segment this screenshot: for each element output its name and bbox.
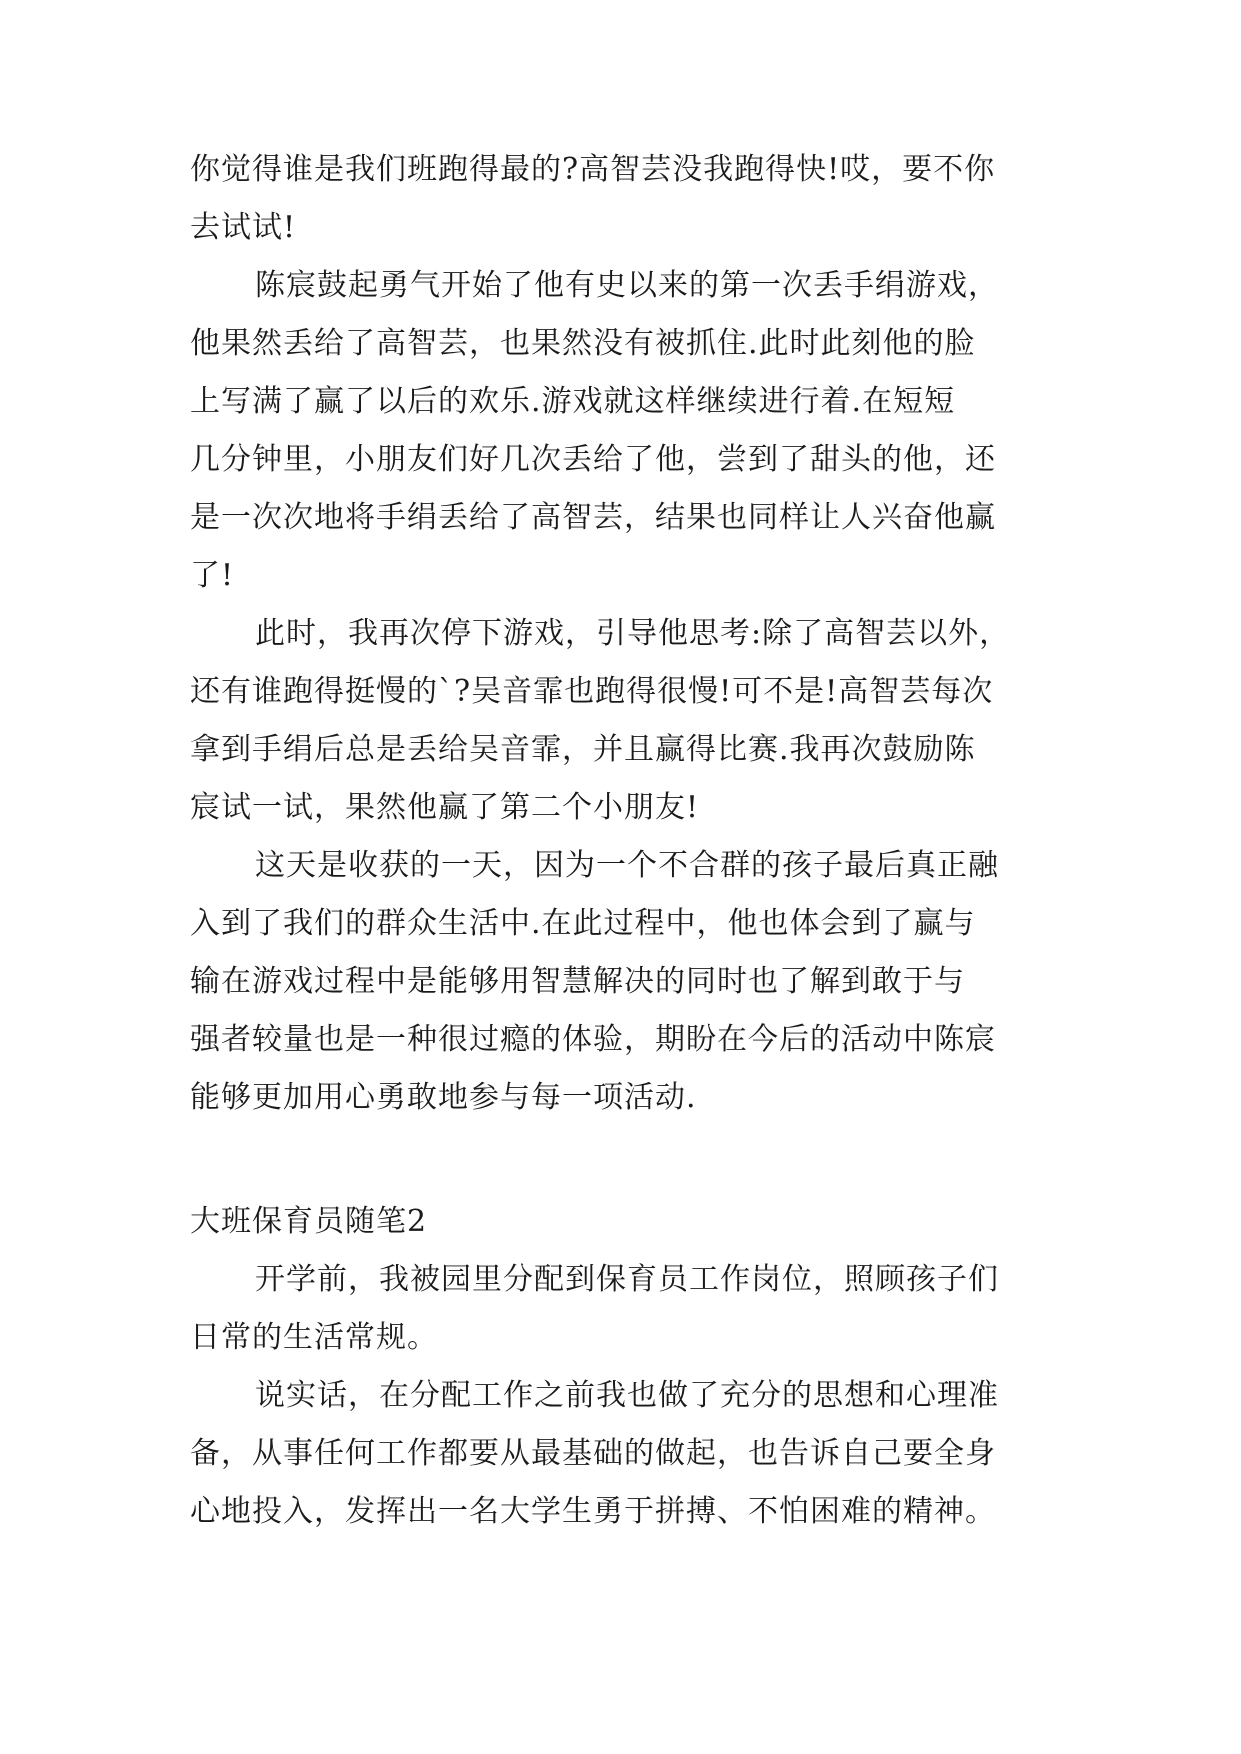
text-line: 去试试!: [190, 210, 297, 245]
text-line: 你觉得谁是我们班跑得最的?高智芸没我跑得快!哎，要不你: [190, 152, 996, 187]
text-line: 宸试一试，果然他赢了第二个小朋友!: [190, 790, 700, 825]
text-line: 几分钟里，小朋友们好几次丢给了他，尝到了甜头的他，还: [190, 442, 996, 477]
text-line: 上写满了赢了以后的欢乐.游戏就这样继续进行着.在短短: [190, 384, 956, 419]
text-line: 能够更加用心勇敢地参与每一项活动.: [190, 1080, 697, 1115]
text-line: 了!: [190, 558, 235, 593]
text-line: 输在游戏过程中是能够用智慧解决的同时也了解到敢于与: [190, 964, 965, 999]
text-line: 此时，我再次停下游戏，引导他思考:除了高智芸以外，: [255, 616, 1011, 651]
text-line: 备，从事任何工作都要从最基础的做起，也告诉自己要全身: [190, 1436, 996, 1471]
text-line: 拿到手绢后总是丢给吴音霏，并且赢得比赛.我再次鼓励陈: [190, 732, 976, 767]
text-line: 入到了我们的群众生活中.在此过程中，他也体会到了赢与: [190, 906, 976, 941]
text-line: 是一次次地将手绢丢给了高智芸，结果也同样让人兴奋他赢: [190, 500, 996, 535]
text-line: 开学前，我被园里分配到保育员工作岗位，照顾孩子们: [255, 1262, 999, 1297]
text-line: 心地投入，发挥出一名大学生勇于拼搏、不怕困难的精神。: [190, 1494, 996, 1529]
text-line: 日常的生活常规。: [190, 1320, 438, 1355]
section-heading: 大班保育员随笔2: [190, 1204, 428, 1239]
text-line: 还有谁跑得挺慢的`?吴音霏也跑得很慢!可不是!高智芸每次: [190, 674, 994, 709]
text-line: 强者较量也是一种很过瘾的体验，期盼在今后的活动中陈宸: [190, 1022, 996, 1057]
text-line: 这天是收获的一天，因为一个不合群的孩子最后真正融: [255, 848, 999, 883]
text-line: 他果然丢给了高智芸，也果然没有被抓住.此时此刻他的脸: [190, 326, 976, 361]
text-line: 陈宸鼓起勇气开始了他有史以来的第一次丢手绢游戏，: [255, 268, 999, 303]
text-line: 说实话，在分配工作之前我也做了充分的思想和心理准: [255, 1378, 999, 1413]
